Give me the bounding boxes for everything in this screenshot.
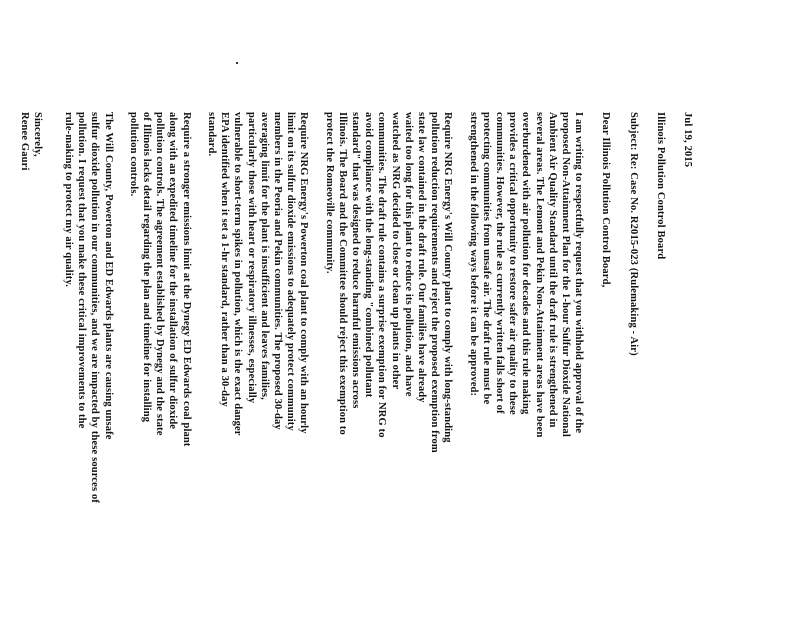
paragraph-line: avoid compliance with the long-standing "combined pollutant bbox=[363, 112, 375, 398]
rotated-letter bbox=[18, 112, 694, 618]
paragraph-line: communities. However, the rule as currently written falls short of bbox=[493, 112, 505, 414]
paragraph-line: EPA identified when it set a 1-hr standard, rather than a 30-day bbox=[219, 112, 231, 407]
paragraph-line: overburdened with air pollution for decades and this rule making bbox=[520, 112, 532, 415]
paragraph-line: standard. bbox=[205, 112, 217, 157]
paragraph-line: Illinois. The Board and the Committee should reject this exemption to bbox=[336, 112, 348, 435]
paragraph-line: Require NRG Energy's Will County plant to comply with long-standing bbox=[442, 112, 454, 443]
paragraph-line: several areas. The Lemont and Pekin Non-Attainment areas have been bbox=[533, 112, 545, 438]
letter-signature: Renee Gauri bbox=[18, 112, 30, 171]
letter-paragraph bbox=[322, 112, 454, 618]
paragraph-line: pollution. I request that you make these critical improvements to the bbox=[76, 112, 88, 429]
paragraph-line: limit on its sulfur dioxide emissions to adequately protect community bbox=[285, 112, 297, 431]
paragraph-line: communities. The draft rule contains a surprise exemption for NRG to bbox=[376, 112, 388, 438]
paragraph-line: along with an expedited timeline for the installation of sulfur dioxide bbox=[167, 112, 179, 430]
paragraph-line: Require a stronger emissions limit at the Dynegy ED Edwards coal plant bbox=[180, 112, 192, 447]
paragraph-line: protecting communities from unsafe air. The draft rule must be bbox=[480, 112, 492, 405]
paragraph-line: particularly those with heart or respiratory illnesses, especially bbox=[245, 112, 257, 404]
letter-paragraph bbox=[466, 112, 585, 618]
paragraph-line: averaging limit for the plant is insufficient and leaves families, bbox=[258, 112, 270, 400]
letter-paragraph bbox=[127, 112, 193, 618]
paragraph-line: protect the Romeoville community. bbox=[323, 112, 335, 274]
paragraph-line: of Illinois lacks detail regarding the plan and timeline for installing bbox=[141, 112, 153, 423]
letter-paragraph bbox=[62, 112, 115, 618]
paragraph-line: waited too long for this plant to reduce its pollution, and have bbox=[402, 112, 414, 397]
letter-paragraph bbox=[205, 112, 311, 618]
letter-date: Jul 19, 2015 bbox=[682, 112, 693, 168]
paragraph-line: I am writing to respectfully request that you withhold approval of the bbox=[573, 112, 585, 434]
paragraph-line: watched as NRG decided to close or clean up plants in other bbox=[389, 112, 401, 390]
paragraph-line: The Will County, Powerton and ED Edwards plants are causing unsafe bbox=[102, 112, 114, 440]
paragraph-line: Ambient Air Quality Standard until the draft rule is strengthened in bbox=[546, 112, 558, 428]
letter-body bbox=[62, 112, 585, 618]
paragraph-line: Require NRG Energy's Powerton coal plant to comply with an hourly bbox=[298, 112, 310, 434]
paragraph-line: pollution controls. bbox=[127, 112, 139, 197]
paragraph-line: strengthened in the following ways before it can be approved: bbox=[467, 112, 479, 397]
letter-salutation: Dear Illinois Pollution Control Board, bbox=[600, 112, 612, 288]
letter-recipient: Illinois Pollution Control Board bbox=[654, 112, 666, 260]
paragraph-line: pollution reduction requirements and reject the proposed exemption from bbox=[429, 112, 441, 453]
paragraph-line: rule-making to protect my air quality. bbox=[63, 112, 75, 288]
paragraph-line: pollution controls. The agreement established by Dynegy and the state bbox=[154, 112, 166, 436]
paragraph-line: vulnerable to short-term spikes in pollution, which is the exact danger bbox=[232, 112, 244, 436]
paragraph-line: state law contained in the draft rule. Our families have already bbox=[415, 112, 427, 403]
letter-subject: Subject: Re: Case No. R2015-023 (Rulemaking - Air) bbox=[627, 112, 639, 356]
scan-speck bbox=[236, 62, 238, 64]
paragraph-line: standard" that was designed to reduce harmful emissions across bbox=[349, 112, 361, 409]
paragraph-line: sulfur dioxide pollution in our communities, and we are impacted by these sources of bbox=[89, 112, 101, 504]
letter-closing: Sincerely, bbox=[31, 112, 43, 157]
paragraph-line: proposed Non-Attainment Plan for the 1-hour Sulfur Dioxide National bbox=[559, 112, 571, 437]
paragraph-line: provides a critical opportunity to restore safer air quality to these bbox=[507, 112, 519, 415]
paragraph-line: members in the Peoria and Pekin communities. The proposed 30-day bbox=[271, 112, 283, 430]
